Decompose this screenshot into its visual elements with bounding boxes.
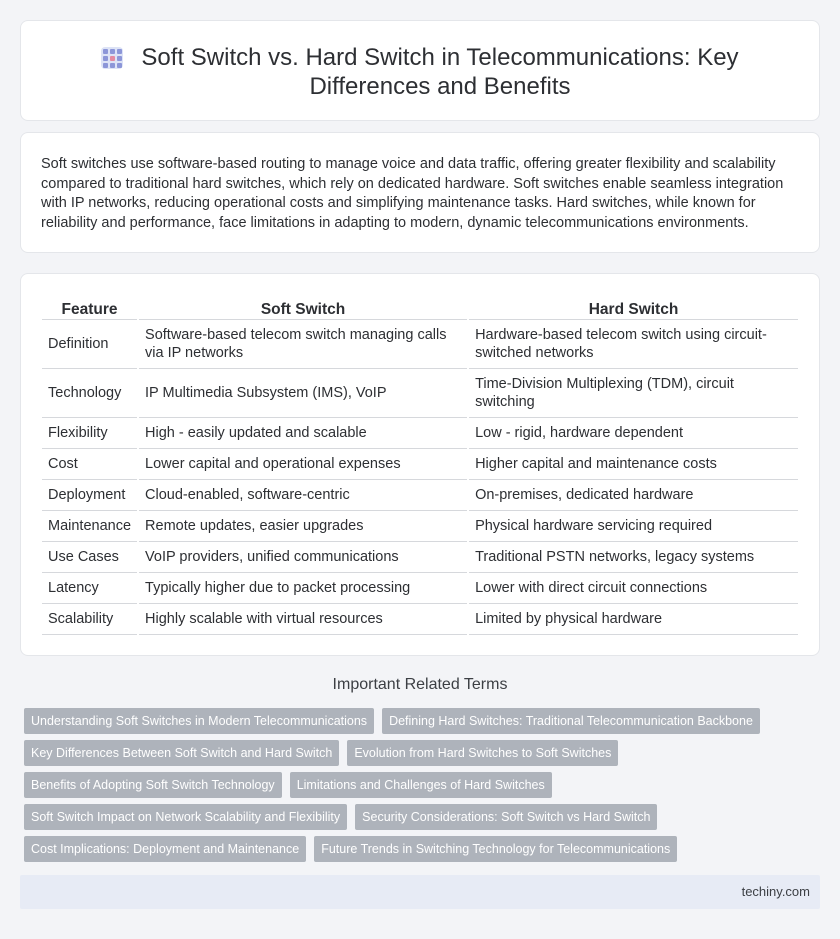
header-hard-switch: Hard Switch [468, 296, 798, 319]
summary-card [20, 132, 820, 253]
row-hard-switch: On-premises, dedicated hardware [468, 479, 798, 510]
related-term-link[interactable]: Benefits of Adopting Soft Switch Technology [24, 772, 282, 798]
related-term-link[interactable]: Key Differences Between Soft Switch and Hard Switch [24, 740, 339, 766]
row-feature: Technology [42, 368, 138, 417]
row-hard-switch: Limited by physical hardware [468, 603, 798, 634]
header-soft-switch: Soft Switch [138, 296, 468, 319]
related-term-link[interactable]: Limitations and Challenges of Hard Switches [290, 772, 552, 798]
table-row [42, 368, 798, 417]
table-row [42, 541, 798, 572]
row-feature: Definition [42, 319, 138, 368]
related-term-link[interactable]: Understanding Soft Switches in Modern Telecommunications [24, 708, 374, 734]
row-feature: Scalability [42, 603, 138, 634]
table-row [42, 603, 798, 634]
row-soft-switch: Software-based telecom switch managing calls via IP networks [138, 319, 468, 368]
related-term-link[interactable]: Future Trends in Switching Technology for Telecommunications [314, 836, 677, 862]
related-term-link[interactable]: Evolution from Hard Switches to Soft Switches [347, 740, 618, 766]
table-row [42, 448, 798, 479]
row-hard-switch: Time-Division Multiplexing (TDM), circuit switching [468, 368, 798, 417]
related-term-link[interactable]: Security Considerations: Soft Switch vs Hard Switch [355, 804, 657, 830]
row-soft-switch: Remote updates, easier upgrades [138, 510, 468, 541]
comparison-table [42, 296, 798, 635]
table-row [42, 319, 798, 368]
row-hard-switch: Traditional PSTN networks, legacy systems [468, 541, 798, 572]
title-card [20, 20, 820, 121]
row-hard-switch: Physical hardware servicing required [468, 510, 798, 541]
row-hard-switch: Low - rigid, hardware dependent [468, 417, 798, 448]
comparison-table-card [20, 273, 820, 656]
footer-bar [20, 875, 820, 909]
row-soft-switch: Highly scalable with virtual resources [138, 603, 468, 634]
row-soft-switch: Lower capital and operational expenses [138, 448, 468, 479]
table-header-row [42, 296, 798, 319]
row-soft-switch: Cloud-enabled, software-centric [138, 479, 468, 510]
row-soft-switch: VoIP providers, unified communications [138, 541, 468, 572]
row-feature: Latency [42, 572, 138, 603]
related-term-link[interactable]: Soft Switch Impact on Network Scalability and Flexibility [24, 804, 347, 830]
row-soft-switch: IP Multimedia Subsystem (IMS), VoIP [138, 368, 468, 417]
row-hard-switch: Higher capital and maintenance costs [468, 448, 798, 479]
related-term-link[interactable]: Defining Hard Switches: Traditional Telecommunication Backbone [382, 708, 760, 734]
table-row [42, 510, 798, 541]
related-terms-heading: Important Related Terms [332, 676, 508, 693]
row-feature: Use Cases [42, 541, 138, 572]
related-term-link[interactable]: Cost Implications: Deployment and Maintenance [24, 836, 306, 862]
row-feature: Maintenance [42, 510, 138, 541]
related-terms-list [24, 708, 804, 868]
row-feature: Cost [42, 448, 138, 479]
summary-text: Soft switches use software-based routing to manage voice and data traffic, offering greater flexibility and scalability compared to traditional hard switches, which rely on dedicated hardware. Soft switches enable seamless integration with IP networks, reducing operational costs and simplifying maintenance tasks. Hard switches, while known for reliability and performance, face limitations in adapting to modern, dynamic telecommunications environments. [41, 156, 784, 231]
page-title: Soft Switch vs. Hard Switch in Telecommunications: Key Differences and Benefits [141, 44, 739, 100]
row-soft-switch: Typically higher due to packet processing [138, 572, 468, 603]
row-hard-switch: Lower with direct circuit connections [468, 572, 798, 603]
table-row [42, 572, 798, 603]
table-row [42, 417, 798, 448]
row-feature: Deployment [42, 479, 138, 510]
row-soft-switch: High - easily updated and scalable [138, 417, 468, 448]
row-feature: Flexibility [42, 417, 138, 448]
header-feature: Feature [42, 296, 138, 319]
table-row [42, 479, 798, 510]
row-hard-switch: Hardware-based telecom switch using circuit-switched networks [468, 319, 798, 368]
footer-site-link[interactable]: techiny.com [741, 884, 810, 899]
